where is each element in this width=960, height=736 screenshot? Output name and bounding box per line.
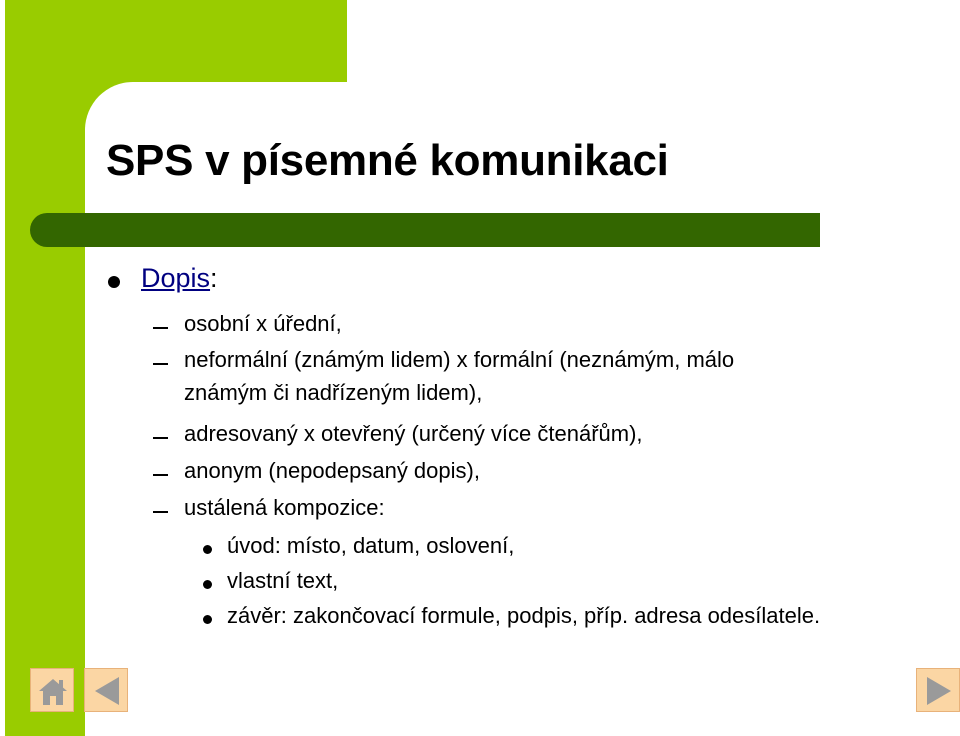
- sub-list-item: vlastní text,: [227, 568, 339, 593]
- home-icon: [31, 669, 75, 713]
- home-button[interactable]: [30, 668, 74, 712]
- sub-list-item: úvod: místo, datum, oslovení,: [227, 533, 515, 558]
- bullet-dot-icon: [203, 545, 212, 554]
- list-item: adresovaný x otevřený (určený více čtenářům),: [184, 421, 643, 446]
- list-item: anonym (nepodepsaný dopis),: [184, 458, 480, 483]
- forward-button[interactable]: [916, 668, 960, 712]
- dash-icon: [153, 437, 168, 439]
- title-underline-bar: [30, 213, 820, 247]
- list-item: ustálená kompozice:: [184, 495, 385, 520]
- triangle-left-icon: [85, 669, 129, 713]
- triangle-right-icon: [917, 669, 960, 713]
- list-item-continuation: známým či nadřízeným lidem),: [184, 380, 483, 405]
- dash-icon: [153, 474, 168, 476]
- sub-list-item: závěr: zakončovací formule, podpis, příp. adresa odesílatele.: [227, 603, 821, 628]
- dopis-link[interactable]: Dopis: [141, 263, 211, 293]
- bullet-dot-icon: [203, 580, 212, 589]
- bullet-suffix: :: [210, 263, 218, 293]
- back-button[interactable]: [84, 668, 128, 712]
- dash-icon: [153, 327, 168, 329]
- slide-title: SPS v písemné komunikaci: [106, 136, 669, 185]
- dash-icon: [153, 363, 168, 365]
- list-item: osobní x úřední,: [184, 311, 342, 336]
- bullet-dot-icon: [108, 276, 120, 288]
- dash-icon: [153, 511, 168, 513]
- bullet-dot-icon: [203, 615, 212, 624]
- bullet-dopis: [141, 263, 218, 294]
- list-item: neformální (známým lidem) x formální (neznámým, málo: [184, 347, 735, 372]
